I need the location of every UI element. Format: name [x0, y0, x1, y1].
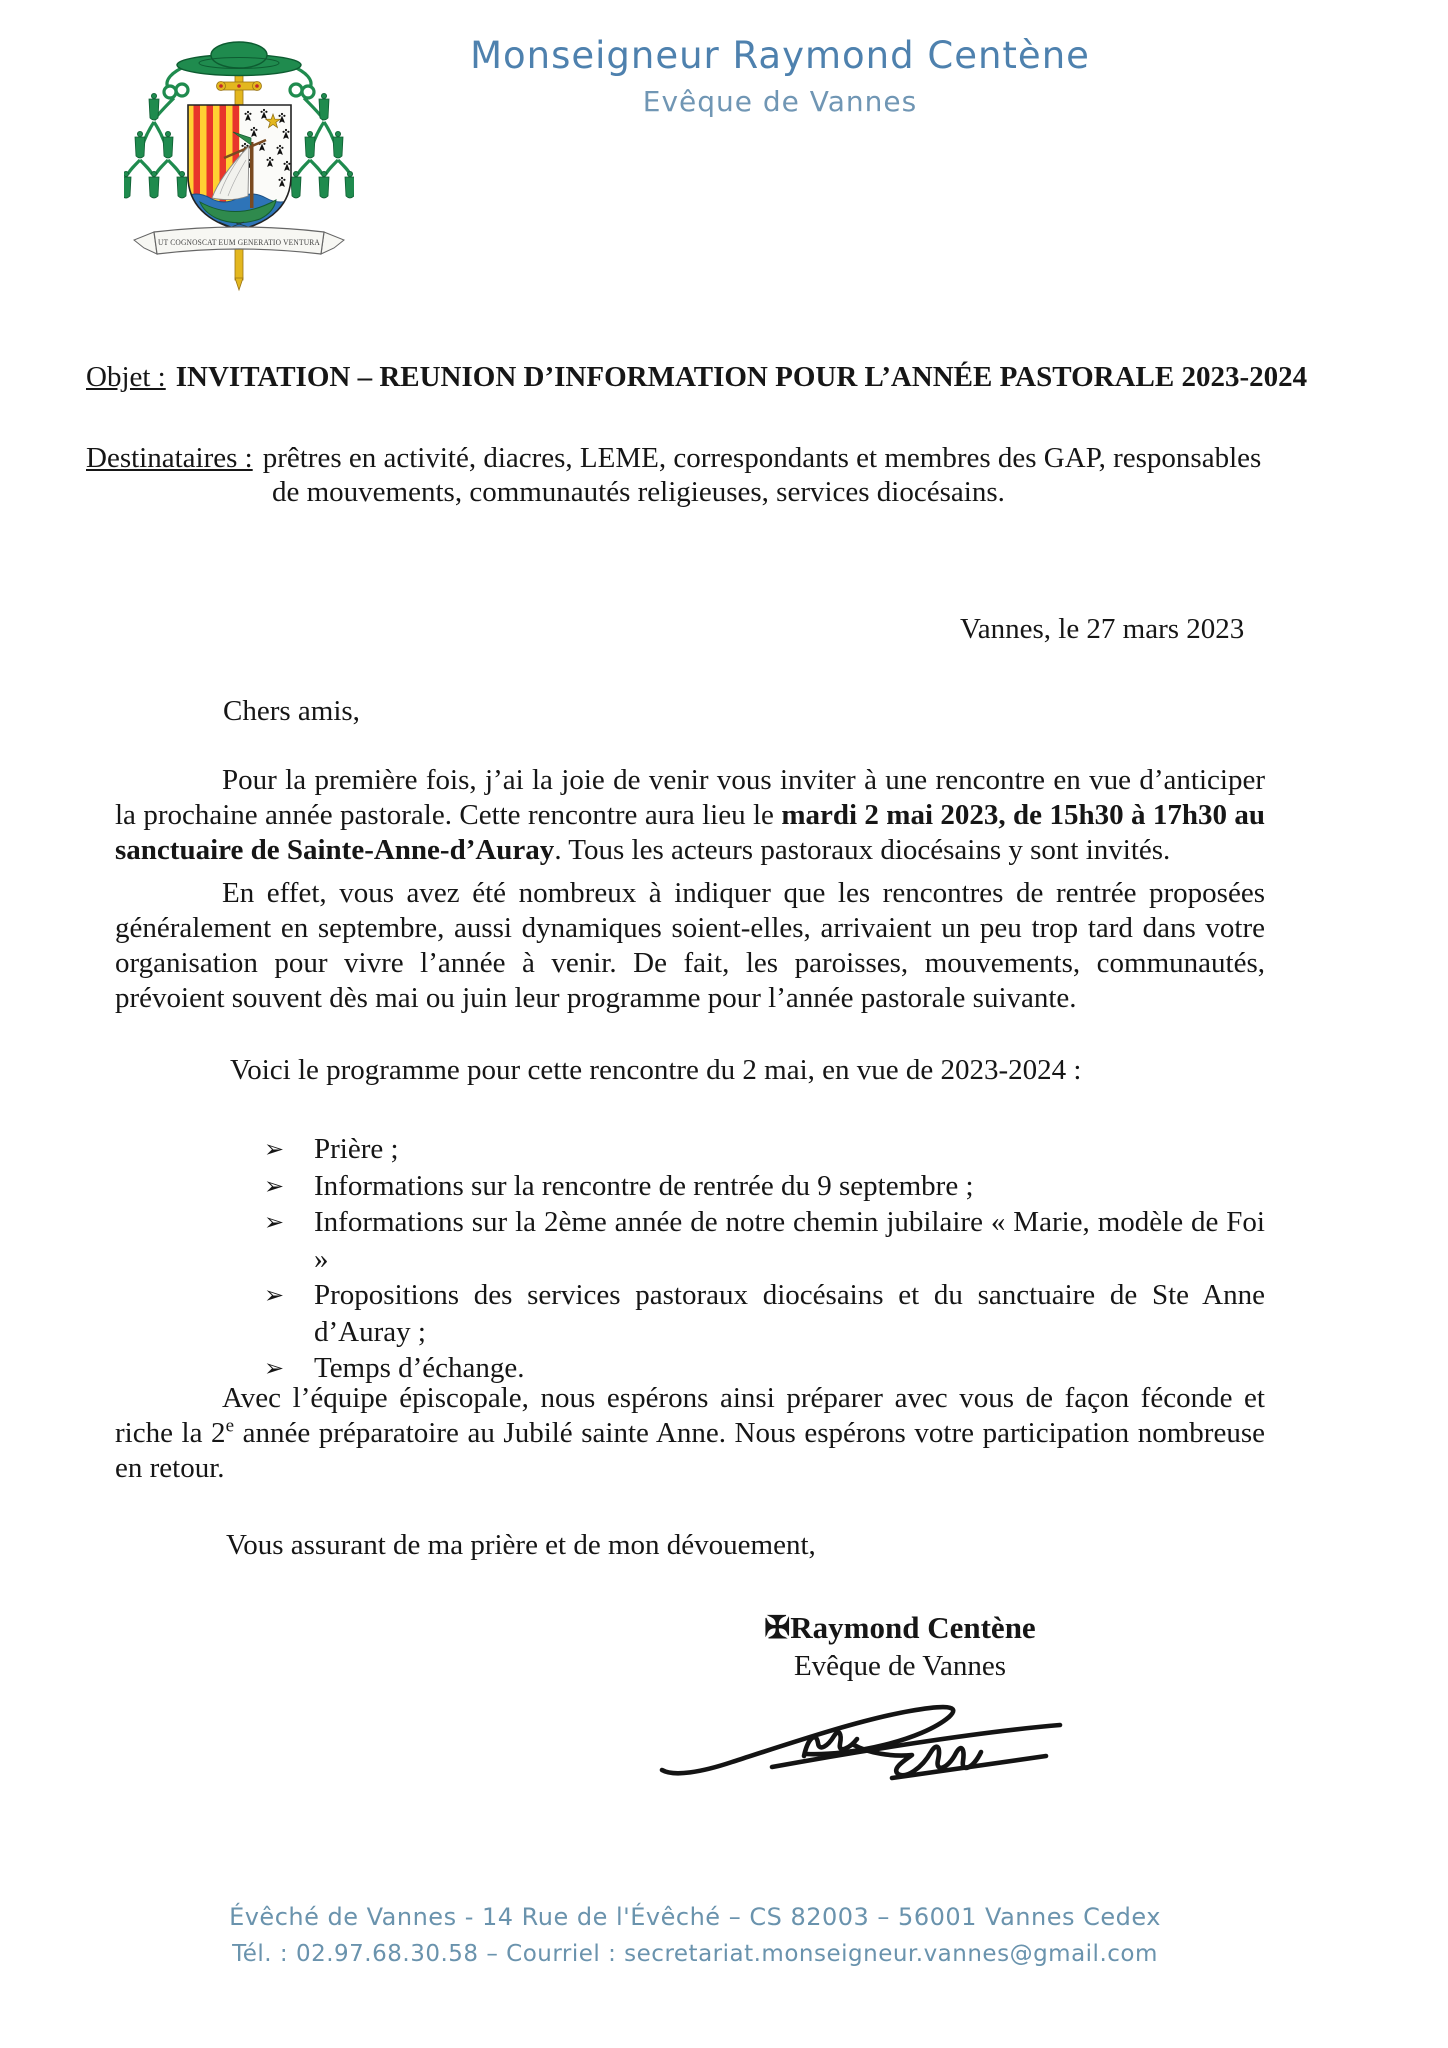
list-item-text: Informations sur la 2ème année de notre chemin jubilaire « Marie, modèle de Foi »	[314, 1206, 1265, 1275]
program-intro: Voici le programme pour cette rencontre du 2 mai, en vue de 2023-2024 :	[230, 1054, 1082, 1086]
signature-name: Raymond Centène	[790, 1610, 1036, 1645]
arrow-bullet-icon: ➢	[264, 1208, 285, 1236]
arrow-bullet-icon: ➢	[264, 1354, 285, 1382]
closing-line: Vous assurant de ma prière et de mon dévouement,	[226, 1529, 816, 1561]
paragraph-1-text: Pour la première fois, j’ai la joie de venir vous inviter à une rencontre en vue d’anticiper la prochaine année pastorale. Cette rencontre aura lieu le	[115, 764, 1265, 831]
shield	[182, 105, 296, 238]
handwritten-signature	[604, 1690, 1124, 1799]
object-text: INVITATION – REUNION D’INFORMATION POUR L’ANNÉE PASTORALE 2023-2024	[175, 361, 1308, 393]
paragraph-4-text2: année préparatoire au Jubilé sainte Anne. Nous espérons votre participation nombreuse en retour.	[115, 1417, 1265, 1484]
list-item-text: Informations sur la rencontre de rentrée du 9 septembre ;	[314, 1169, 974, 1202]
paragraph-1-bold: mardi 2 mai 2023, de 15h30 à 17h30 au sanctuaire de Sainte-Anne-d’Auray	[115, 799, 1265, 866]
footer-contact: Tél. : 02.97.68.30.58 – Courriel : secretariat.monseigneur.vannes@gmail.com	[232, 1941, 1158, 1967]
list-item	[86, 1204, 1265, 1277]
list-item	[86, 1131, 1265, 1168]
masthead	[450, 34, 1110, 118]
footer	[0, 1898, 1390, 1972]
recipients-line1	[86, 441, 1276, 475]
list-item-text: Temps d’échange.	[314, 1352, 525, 1384]
recipients-line2: de mouvements, communautés religieuses, services diocésains.	[272, 476, 1005, 508]
recipients-text1: prêtres en activité, diacres, LEME, correspondants et membres des GAP, responsables	[262, 442, 1262, 474]
episcopal-coat-of-arms	[124, 26, 354, 292]
bishop-title: Evêque de Vannes	[642, 85, 918, 118]
galero-hat	[177, 42, 301, 76]
list-item-text: Propositions des services pastoraux diocésains et du sanctuaire de Ste Anne d’Auray ;	[314, 1279, 1265, 1348]
list-item	[86, 1168, 1265, 1205]
arrow-bullet-icon: ➢	[264, 1135, 285, 1163]
paragraph-1-text2: . Tous les acteurs pastoraux diocésains y sont invités.	[554, 834, 1171, 866]
arrow-bullet-icon: ➢	[264, 1281, 285, 1309]
paragraph-1	[115, 763, 1265, 868]
object-label: Objet :	[86, 361, 166, 393]
coat-of-arms-graphic	[124, 26, 354, 292]
paragraph-2: En effet, vous avez été nombreux à indiquer que les rencontres de rentrée proposées généralement en septembre, aussi dynamiques soient-elles, arrivaient un peu trop tard dans votre organisation pour vivre l’année à venir. De fait, les paroisses, mouvements, communautés, prévoient souvent dès mai ou juin leur programme pour l’année pastorale suivante.	[115, 877, 1265, 1014]
paragraph-4	[115, 1381, 1265, 1486]
motto-text: UT COGNOSCAT EUM GENERATIO VENTURA	[158, 238, 320, 247]
superscript-e: e	[225, 1415, 234, 1437]
date-line: Vannes, le 27 mars 2023	[960, 613, 1245, 645]
cross-icon: ✠	[764, 1610, 791, 1645]
list-item	[86, 1277, 1265, 1350]
recipients-label: Destinataires :	[86, 442, 253, 474]
footer-address: Évêché de Vannes - 14 Rue de l'Évêché – CS 82003 – 56001 Vannes Cedex	[229, 1903, 1161, 1931]
signature-title: Evêque de Vannes	[793, 1650, 1007, 1682]
program-list	[86, 1131, 1265, 1387]
paragraph-4-text: Avec l’équipe épiscopale, nous espérons ainsi préparer avec vous de façon féconde et riche la 2	[115, 1382, 1265, 1449]
salutation: Chers amis,	[223, 695, 360, 727]
recipients-block	[86, 441, 1276, 509]
list-item-text: Prière ;	[314, 1133, 399, 1165]
signature-block	[640, 1610, 1160, 1799]
signature-name-line	[640, 1610, 1160, 1645]
object-line	[86, 360, 1346, 395]
arrow-bullet-icon: ➢	[264, 1171, 285, 1200]
bishop-name: Monseigneur Raymond Centène	[470, 34, 1090, 77]
